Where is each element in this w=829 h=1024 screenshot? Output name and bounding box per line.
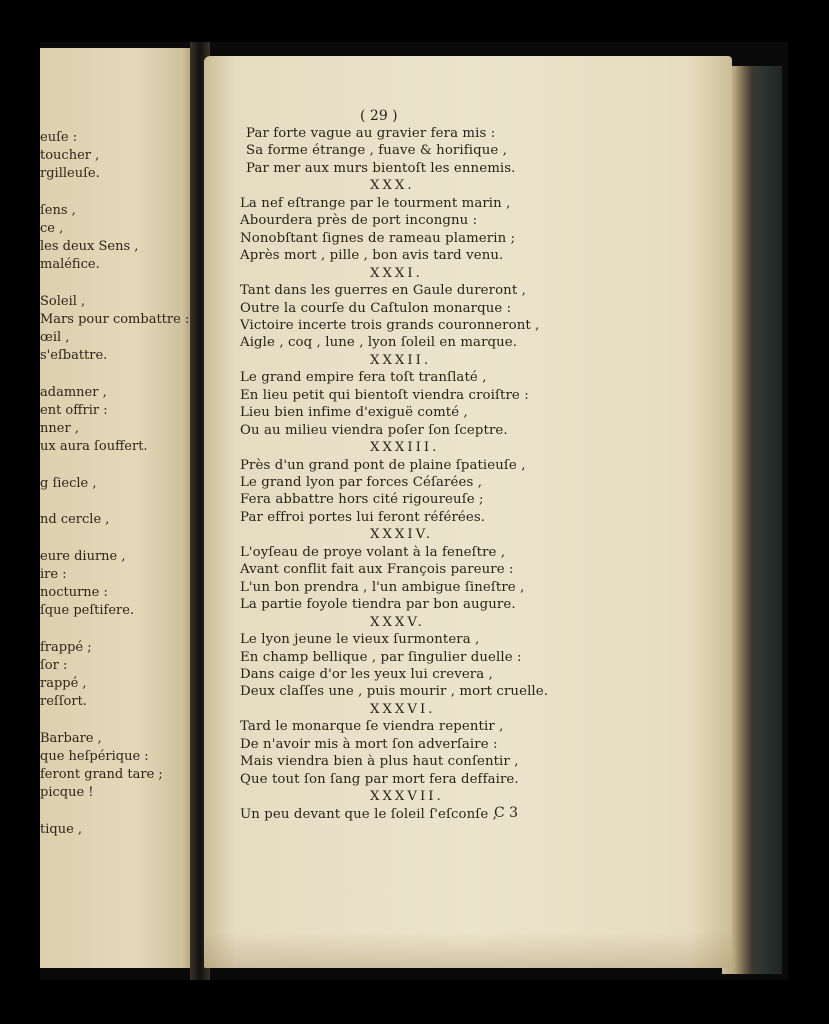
left-verse-fragment: Mars pour combattre : <box>40 312 190 327</box>
left-verse-fragment: Soleil , <box>40 293 86 309</box>
verse-line: En champ bellique , par ſingulier duelle : <box>240 649 522 665</box>
verse-line: L'oyſeau de proye volant à la feneſtre , <box>240 544 506 560</box>
quatrain-number: XXX. <box>370 178 415 194</box>
verse-line: Après mort , pille , bon avis tard venu. <box>240 248 504 264</box>
verse-line: Un peu devant que le ſoleil ſ'eſconſe , <box>240 806 497 822</box>
quatrain-number: XXXV. <box>370 614 425 630</box>
verse-line: Par forte vague au gravier fera mis : <box>246 126 496 141</box>
signature-mark: C 3 <box>494 805 519 821</box>
verse-line: Deux claſſes une , puis mourir , mort cruelle. <box>240 684 549 700</box>
left-verse-fragment: adamner , <box>40 384 107 400</box>
verse-line: Mais viendra bien à plus haut conſentir , <box>240 754 519 770</box>
left-verse-fragment: frappé ; <box>40 639 92 655</box>
left-verse-fragment: nocturne : <box>40 585 108 600</box>
quatrain-number: XXXVI. <box>370 701 436 717</box>
left-verse-fragment: que heſpérique : <box>40 748 149 764</box>
verse-line: Près d'un grand pont de plaine ſpatieuſe , <box>240 457 526 473</box>
quatrain-number: XXXIV. <box>370 527 434 543</box>
left-verse-fragment: nd cercle , <box>40 512 110 528</box>
verse-line: De n'avoir mis à mort ſon adverſaire : <box>240 736 498 752</box>
quatrain-number: XXXI. <box>370 265 423 281</box>
left-verse-fragment: rgilleuſe. <box>40 166 100 182</box>
verse-line: Lieu bien infime d'exiguë comté , <box>240 405 468 421</box>
left-verse-fragment: g ſiecle , <box>40 475 97 491</box>
verse-line: Abourdera près de port incongnu : <box>240 213 478 229</box>
quatrain-number: XXXIII. <box>370 440 440 456</box>
left-verse-fragment: feront grand tare ; <box>40 767 163 782</box>
left-verse-fragment: nner , <box>40 421 79 437</box>
left-verse-fragment: reſſort. <box>40 694 87 710</box>
verse-line: Le grand lyon par forces Céſarées , <box>240 475 483 490</box>
left-verse-fragment: tique , <box>40 821 83 837</box>
left-verse-fragment: ire : <box>40 566 67 582</box>
left-verse-fragment: ce , <box>40 221 64 236</box>
verse-line: Le lyon jeune le vieux ſurmontera , <box>240 632 480 648</box>
verse-line: Tant dans les guerres en Gaule dureront , <box>240 283 526 299</box>
left-verse-fragment: œil , <box>40 330 70 346</box>
quatrain-number: XXXII. <box>370 352 432 368</box>
left-verse-fragment: ux aura ſouffert. <box>40 439 148 455</box>
left-verse-fragment: ſens , <box>40 202 76 218</box>
verse-line: Le grand empire fera toſt tranſlaté , <box>240 370 487 386</box>
left-verse-fragment: maléfice. <box>40 257 100 273</box>
left-verse-fragment: picque ! <box>40 785 94 801</box>
left-verse-fragment: toucher , <box>40 148 100 164</box>
left-verse-fragment: s'eſbattre. <box>40 348 108 364</box>
verse-line: La partie foyole tiendra par bon augure. <box>240 597 516 613</box>
left-verse-fragment: euſe : <box>40 130 78 145</box>
left-verse-fragment: les deux Sens , <box>40 239 139 255</box>
left-verse-fragment: ſque peſtifere. <box>40 603 135 619</box>
verse-line: L'un bon prendra , l'un ambigue ſineſtre , <box>240 579 525 595</box>
left-verse-fragment: rappé , <box>40 676 87 691</box>
verse-line: Outre la courſe du Caſtulon monarque : <box>240 300 512 316</box>
page-number: ( 29 ) <box>360 108 398 124</box>
verse-line: Par mer aux murs bientoſt les ennemis. <box>246 160 516 176</box>
verse-line: Dans caige d'or les yeux lui crevera , <box>240 666 493 682</box>
verse-line: Victoire incerte trois grands couronneront , <box>240 317 540 333</box>
quatrain-number: XXXVII. <box>370 789 444 805</box>
verse-line: En lieu petit qui bientoſt viendra croiſtre : <box>240 387 529 403</box>
left-verse-fragment: ſor : <box>40 657 68 673</box>
left-page <box>40 48 198 968</box>
verse-line: Fera abbattre hors cité rigoureuſe ; <box>240 492 484 508</box>
verse-line: Ou au milieu viendra poſer ſon ſceptre. <box>240 422 508 438</box>
verse-line: Avant conflit fait aux François pareure : <box>240 562 514 578</box>
verse-line: Tard le monarque ſe viendra repentir , <box>240 719 504 735</box>
left-verse-fragment: Barbare , <box>40 730 102 746</box>
verse-line: Par effroi portes lui feront référées. <box>240 509 486 525</box>
verse-line: Sa forme étrange , fuave & horifique , <box>246 143 508 159</box>
verse-line: Aigle , coq , lune , lyon ſoleil en marque. <box>240 335 518 351</box>
verse-line: La nef eſtrange par le tourment marin , <box>240 195 511 211</box>
left-verse-fragment: eure diurne , <box>40 548 126 564</box>
verse-line: Nonobſtant ſignes de rameau plamerin ; <box>240 230 516 246</box>
left-verse-fragment: ent offrir : <box>40 403 108 418</box>
verse-line: Que tout ſon ſang par mort fera deffaire. <box>240 771 519 787</box>
